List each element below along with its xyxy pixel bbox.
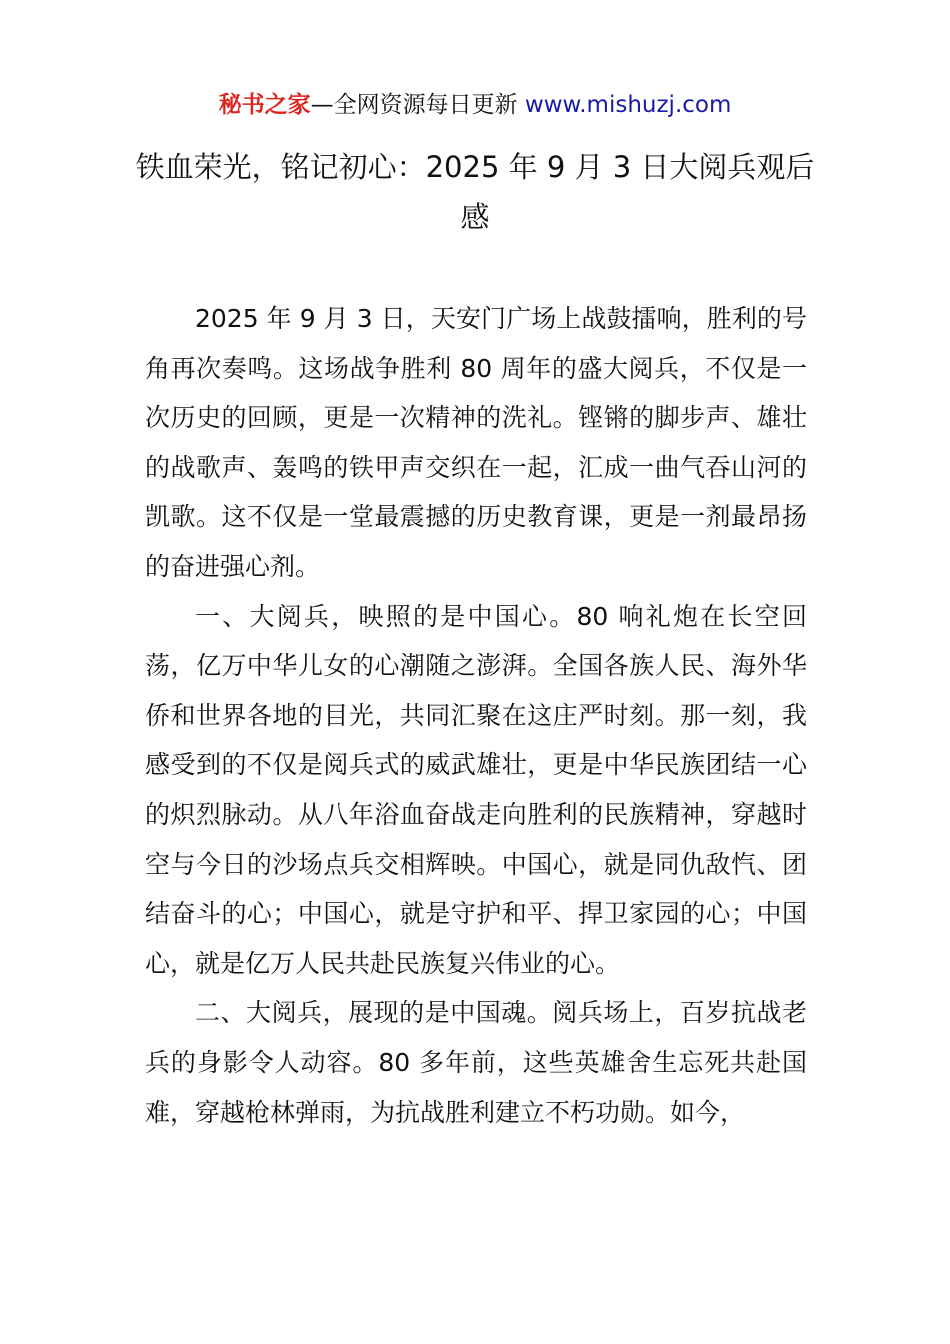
site-url-link[interactable]: www.mishuzj.com	[524, 92, 732, 118]
site-header	[0, 88, 950, 122]
document-body	[145, 294, 807, 1137]
paragraph-section-one: 一、大阅兵，映照的是中国心。80 响礼炮在长空回荡，亿万中华儿女的心潮随之澎湃。全国各族人民、海外华侨和世界各地的目光，共同汇聚在这庄严时刻。那一刻，我感受到的不仅是阅兵式的威武雄壮，更是中华民族团结一心的炽烈脉动。从八年浴血奋战走向胜利的民族精神，穿越时空与今日的沙场点兵交相辉映。中国心，就是同仇敌忾、团结奋斗的心；中国心，就是守护和平、捍卫家园的心；中国心，就是亿万人民共赴民族复兴伟业的心。	[145, 601, 807, 978]
header-tagline: —全网资源每日更新	[310, 92, 525, 118]
brand-name: 秘书之家	[218, 92, 311, 118]
document-title: 铁血荣光，铭记初心：2025 年 9 月 3 日大阅兵观后感	[135, 150, 815, 234]
paragraph-section-two: 二、大阅兵，展现的是中国魂。阅兵场上，百岁抗战老兵的身影令人动容。80 多年前，这些英雄舍生忘死共赴国难，穿越枪林弹雨，为抗战胜利建立不朽功勋。如今，	[145, 998, 807, 1127]
paragraph-intro: 2025 年 9 月 3 日，天安门广场上战鼓擂响，胜利的号角再次奏鸣。这场战争胜利 80 周年的盛大阅兵，不仅是一次历史的回顾，更是一次精神的洗礼。铿锵的脚步声、雄壮的战歌声、轰鸣的铁甲声交织在一起，汇成一曲气吞山河的凯歌。这不仅是一堂最震撼的历史教育课，更是一剂最昂扬的奋进强心剂。	[145, 304, 807, 581]
